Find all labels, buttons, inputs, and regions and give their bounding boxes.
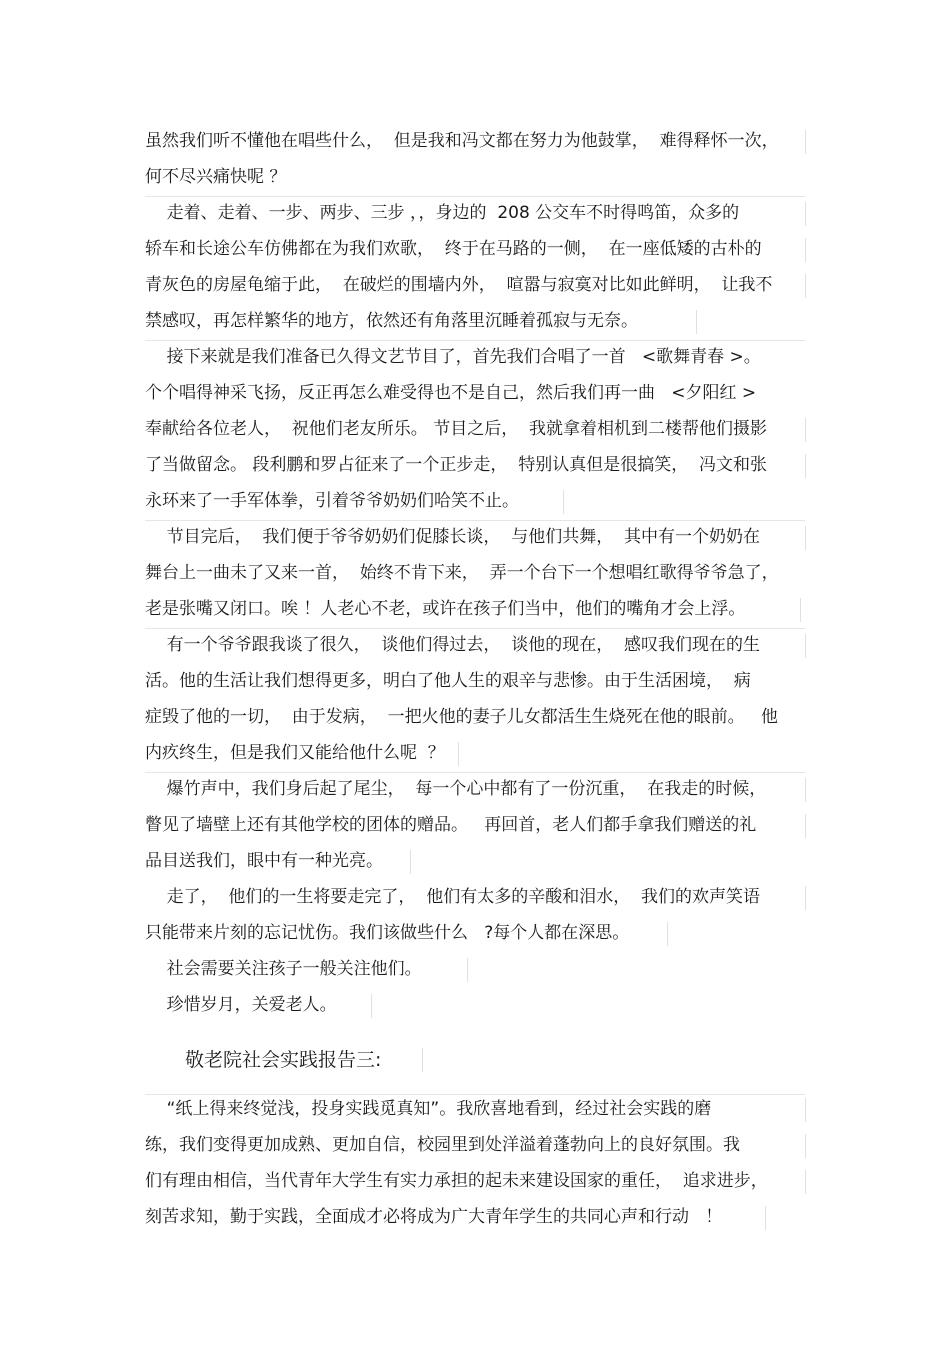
text-line: 了当做留念。 段利鹏和罗占征来了一个正步走， 特别认真但是很搞笑， 冯文和张 (145, 455, 768, 475)
divider (805, 1098, 806, 1122)
text-line: 内疚终生，但是我们又能给他什么呢 ？ (145, 743, 445, 763)
text-line: 爆竹声中，我们身后起了尾尘， 每一个心中都有了一份沉重， 在我走的时候， (145, 779, 767, 799)
text-line: 虽然我们听不懂他在唱些什么， 但是我和冯文都在努力为他鼓掌， 难得释怀一次， (145, 131, 779, 151)
divider (805, 1134, 806, 1158)
text-line: 老是张嘴又闭口。唉 ！人老心不老，或许在孩子们当中，他们的嘴角才会上浮。 (145, 599, 746, 619)
divider (805, 274, 806, 298)
text-line: 症毁了他的一切， 由于发病， 一把火他的妻子儿女都活生生烧死在他的眼前。 他 (145, 707, 778, 727)
text-line: 瞥见了墙壁上还有其他学校的团体的赠品。 再回首，老人们都手拿我们赠送的礼 (145, 815, 757, 835)
text-line: 练，我们变得更加成熟、更加自信，校园里到处洋溢着蓬勃向上的良好氛围。我 (145, 1135, 740, 1155)
divider (805, 238, 806, 262)
divider (805, 130, 806, 154)
divider (805, 454, 806, 478)
section-heading: 敬老院社会实践报告三: (185, 1049, 382, 1071)
divider (805, 634, 806, 658)
text-line: 舞台上一曲未了又来一首， 始终不肯下来， 弄一个台下一个想唱红歌得爷爷急了， (145, 563, 779, 583)
divider (696, 310, 697, 334)
text-line: 有一个爷爷跟我谈了很久， 谈他们得过去， 谈他的现在， 感叹我们现在的生 (145, 635, 761, 655)
text-line: 社会需要关注孩子一般关注他们。 (145, 959, 422, 979)
divider (805, 418, 806, 442)
text-line: 个个唱得神采飞扬，反正再怎么难受得也不是自己，然后我们再一曲 <夕阳红 > (145, 383, 757, 403)
divider (145, 340, 805, 341)
text-line: 青灰色的房屋龟缩于此， 在破烂的围墙内外， 喧嚣与寂寞对比如此鲜明， 让我不 (145, 275, 773, 295)
divider (765, 1206, 766, 1230)
text-line: 节目完后， 我们便于爷爷奶奶们促膝长谈， 与他们共舞， 其中有一个奶奶在 (145, 527, 761, 547)
divider (800, 598, 801, 622)
text-line: 品目送我们，眼中有一种光亮。 (145, 851, 383, 871)
text-line: 轿车和长途公车仿佛都在为我们欢歌， 终于在马路的一侧， 在一座低矮的古朴的 (145, 239, 762, 259)
divider (145, 628, 805, 629)
divider (805, 202, 806, 226)
divider (422, 1048, 423, 1072)
text-line: 走了， 他们的一生将要走完了， 他们有太多的辛酸和泪水， 我们的欢声笑语 (145, 887, 761, 907)
text-line: 何不尽兴痛快呢 ？ (145, 167, 287, 187)
text-line: 禁感叹，再怎样繁华的地方，依然还有角落里沉睡着孤寂与无奈。 (145, 311, 638, 331)
divider (467, 958, 468, 982)
text-line: 珍惜岁月，关爱老人。 (145, 995, 337, 1015)
divider (145, 772, 805, 773)
divider (805, 814, 806, 838)
divider (145, 1094, 805, 1095)
text-line: 刻苦求知，勤于实践，全面成才必将成为广大青年学生的共同心声和行动 ！ (145, 1207, 723, 1227)
divider (805, 886, 806, 910)
divider (805, 778, 806, 802)
text-line: 接下来就是我们准备已久得文艺节目了，首先我们合唱了一首 <歌舞青春 >。 (145, 347, 761, 367)
divider (145, 520, 805, 521)
divider (410, 850, 411, 874)
text-line: 永环来了一手军体拳，引着爷爷奶奶们哈笑不止。 (145, 491, 519, 511)
divider (805, 1170, 806, 1194)
divider (371, 994, 372, 1018)
divider (563, 490, 564, 514)
divider (667, 922, 668, 946)
text-line: “纸上得来终觉浅，投身实践觅真知”。我欣喜地看到，经过社会实践的磨 (145, 1099, 712, 1119)
divider (458, 742, 459, 766)
divider (145, 196, 805, 197)
text-line: 只能带来片刻的忘记忧伤。我们该做些什么 ?每个人都在深思。 (145, 923, 630, 943)
text-line: 们有理由相信，当代青年大学生有实力承担的起未来建设国家的重任， 追求进步， (145, 1171, 768, 1191)
divider (805, 526, 806, 550)
text-line: 走着、走着、一步、两步、三步 ，，身边的 208 公交车不时得鸣笛，众多的 (145, 203, 740, 223)
text-line: 活。他的生活让我们想得更多，明白了他人生的艰辛与悲惨。由于生活困境， 病 (145, 671, 751, 691)
text-line: 奉献给各位老人， 祝他们老友所乐。 节目之后， 我就拿着相机到二楼帮他们摄影 (145, 419, 768, 439)
